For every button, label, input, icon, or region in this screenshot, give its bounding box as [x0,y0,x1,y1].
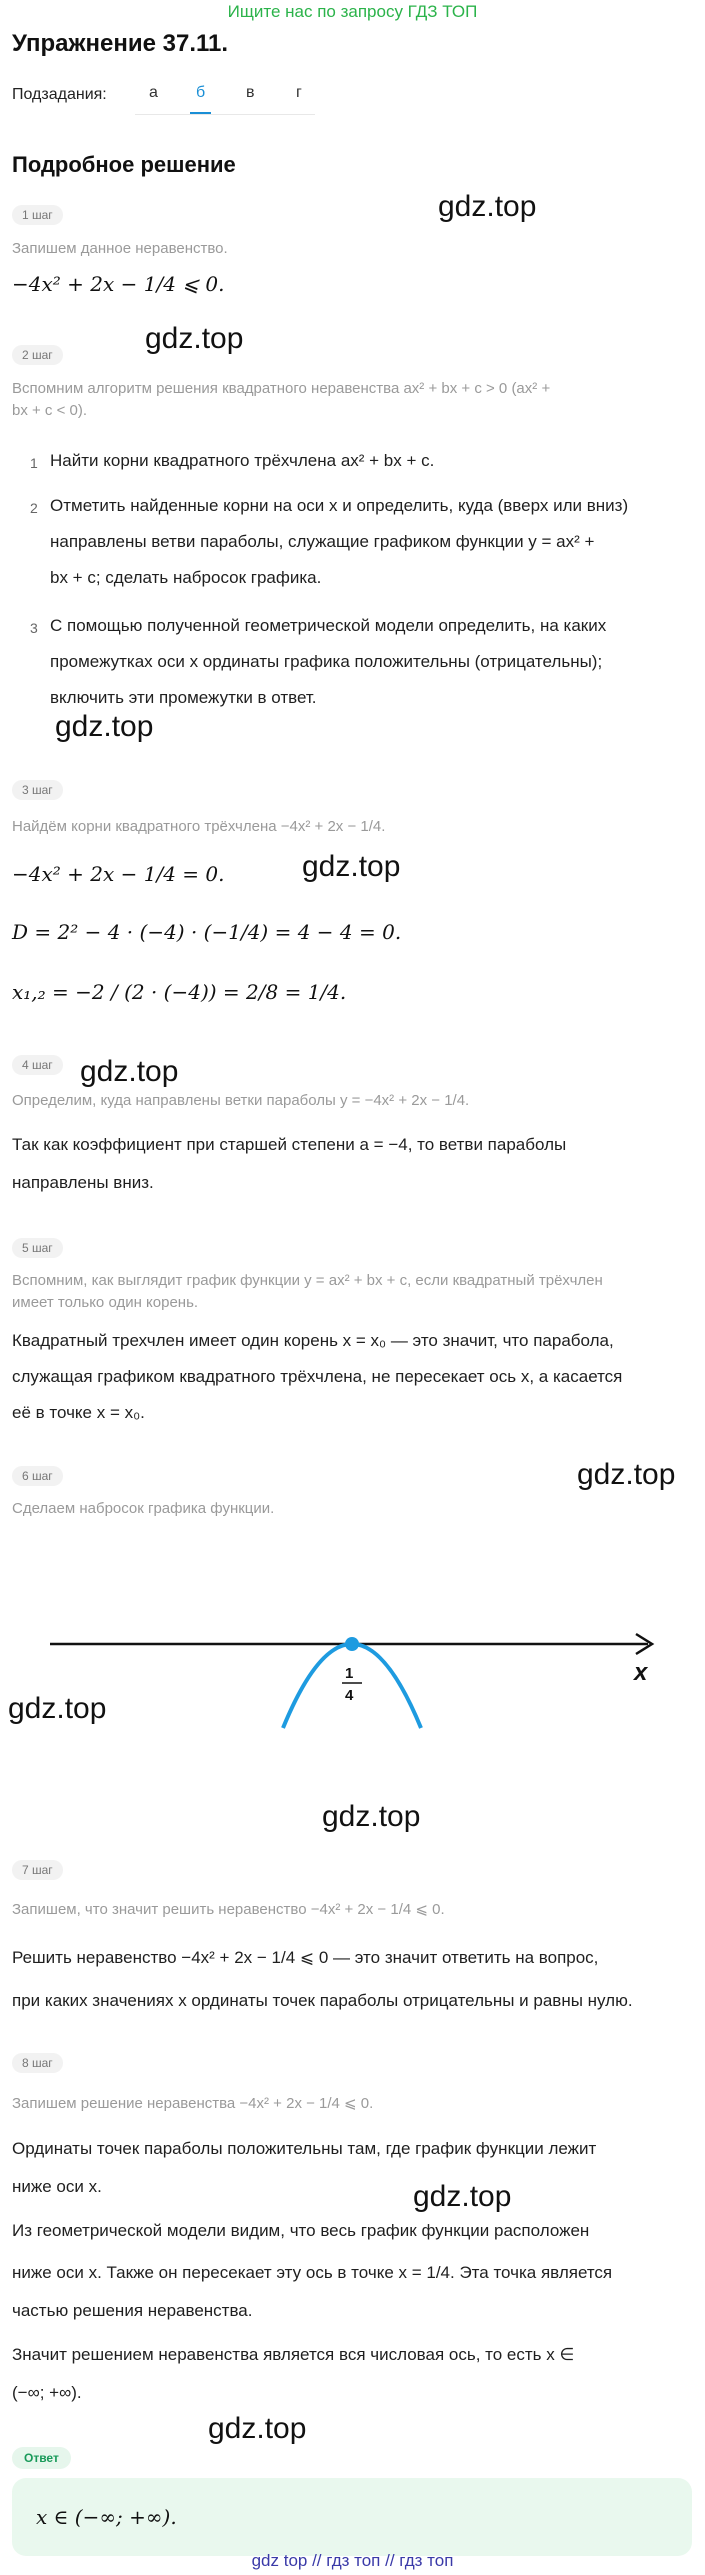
step-text: направлены вниз. [12,1173,154,1192]
step-caption: Определим, куда направлены ветки параболы y = −4x² + 2x − 1/4. [12,1092,470,1109]
watermark: gdz.top [438,190,537,223]
step-formula: D = 2² − 4 · (−4) · (−1/4) = 4 − 4 = 0. [12,920,402,944]
tab-a[interactable]: а [149,84,158,101]
step-text: частью решения неравенства. [12,2301,253,2320]
list-item: включить эти промежутки в ответ. [50,688,317,707]
answer-text: x ∈ (−∞; +∞). [36,2505,177,2529]
step-text: её в точке x = x₀. [12,1403,145,1422]
watermark: gdz.top [413,2180,512,2213]
list-item: промежутках оси x ординаты графика положительны (отрицательны); [50,652,603,671]
list-item: Отметить найденные корни на оси x и определить, куда (вверх или вниз) [50,496,629,515]
parabola-graph [40,1620,670,1740]
list-item: bx + c; сделать набросок графика. [50,568,322,587]
step-caption: Запишем, что значит решить неравенство −4x² + 2x − 1/4 ⩽ 0. [12,1901,445,1918]
step-caption: Запишем решение неравенства −4x² + 2x − 1/4 ⩽ 0. [12,2095,374,2112]
step-badge: 2 шаг [12,345,63,365]
step-text: Квадратный трехчлен имеет один корень x = x₀ — это значит, что парабола, [12,1331,614,1350]
axis-label: x [634,1659,648,1686]
step-text: (−∞; +∞). [12,2383,82,2402]
root-point [345,1637,359,1651]
step-caption: Запишем данное неравенство. [12,240,228,257]
answer-badge: Ответ [12,2447,71,2469]
watermark: gdz.top [8,1692,107,1725]
step-text: Значит решением неравенства является вся числовая ось, то есть x ∈ [12,2345,575,2364]
root-label-den: 4 [345,1687,354,1704]
tab-b[interactable]: б [190,84,211,114]
tab-v[interactable]: в [246,84,255,101]
root-label-num: 1 [345,1665,354,1682]
step-badge: 3 шаг [12,780,63,800]
step-formula: −4x² + 2x − 1/4 = 0. [12,862,225,886]
step-caption: Вспомним, как выглядит график функции y = ax² + bx + c, если квадратный трёхчлен [12,1272,603,1289]
subtasks-label: Подзадания: [12,86,107,103]
step-badge: 8 шаг [12,2053,63,2073]
step-text: ниже оси x. Также он пересекает эту ось в точке x = 1/4. Эта точка является [12,2263,613,2282]
step-badge: 1 шаг [12,205,63,225]
step-formula: x₁,₂ = −2 / (2 · (−4)) = 2/8 = 1/4. [12,980,347,1004]
parabola-curve [283,1644,421,1728]
step-badge: 7 шаг [12,1860,63,1880]
step-text: Ординаты точек параболы положительны там, где график функции лежит [12,2139,597,2158]
tab-g[interactable]: г [296,84,302,101]
footer-links[interactable]: gdz top // гдз топ // гдз топ [251,2551,454,2570]
step-caption: Найдём корни квадратного трёхчлена −4x² + 2x − 1/4. [12,818,386,835]
list-item: направлены ветви параболы, служащие графиком функции y = ax² + [50,532,595,551]
step-formula: −4x² + 2x − 1/4 ⩽ 0. [12,272,225,296]
list-item: С помощью полученной геометрической модели определить, на каких [50,616,607,635]
step-badge: 5 шаг [12,1238,63,1258]
watermark: gdz.top [208,2412,307,2445]
watermark: gdz.top [80,1055,179,1088]
list-number: 3 [30,620,38,636]
step-caption: bx + c < 0). [12,402,88,419]
top-banner[interactable]: Ищите нас по запросу ГДЗ ТОП [227,2,478,21]
step-caption: Сделаем набросок графика функции. [12,1500,275,1517]
watermark: gdz.top [577,1458,676,1491]
step-text: ниже оси x. [12,2177,102,2196]
step-text: при каких значениях x ординаты точек параболы отрицательны и равны нулю. [12,1991,633,2010]
list-number: 2 [30,500,38,516]
page-title: Упражнение 37.11. [12,30,229,57]
step-badge: 6 шаг [12,1466,63,1486]
step-text: Из геометрической модели видим, что весь график функции расположен [12,2221,590,2240]
list-item: Найти корни квадратного трёхчлена ax² + bx + c. [50,451,435,470]
watermark: gdz.top [55,710,154,743]
watermark: gdz.top [302,850,401,883]
watermark: gdz.top [145,322,244,355]
step-text: служащая графиком квадратного трёхчлена, не пересекает ось x, а касается [12,1367,623,1386]
step-badge: 4 шаг [12,1055,63,1075]
step-text: Так как коэффициент при старшей степени a = −4, то ветви параболы [12,1135,567,1154]
list-number: 1 [30,455,38,471]
tabs-underline [135,114,315,115]
watermark: gdz.top [322,1800,421,1833]
step-text: Решить неравенство −4x² + 2x − 1/4 ⩽ 0 — это значит ответить на вопрос, [12,1948,599,1967]
solution-heading: Подробное решение [12,152,236,177]
step-caption: Вспомним алгоритм решения квадратного неравенства ax² + bx + c > 0 (ax² + [12,380,551,397]
step-caption: имеет только один корень. [12,1294,199,1311]
